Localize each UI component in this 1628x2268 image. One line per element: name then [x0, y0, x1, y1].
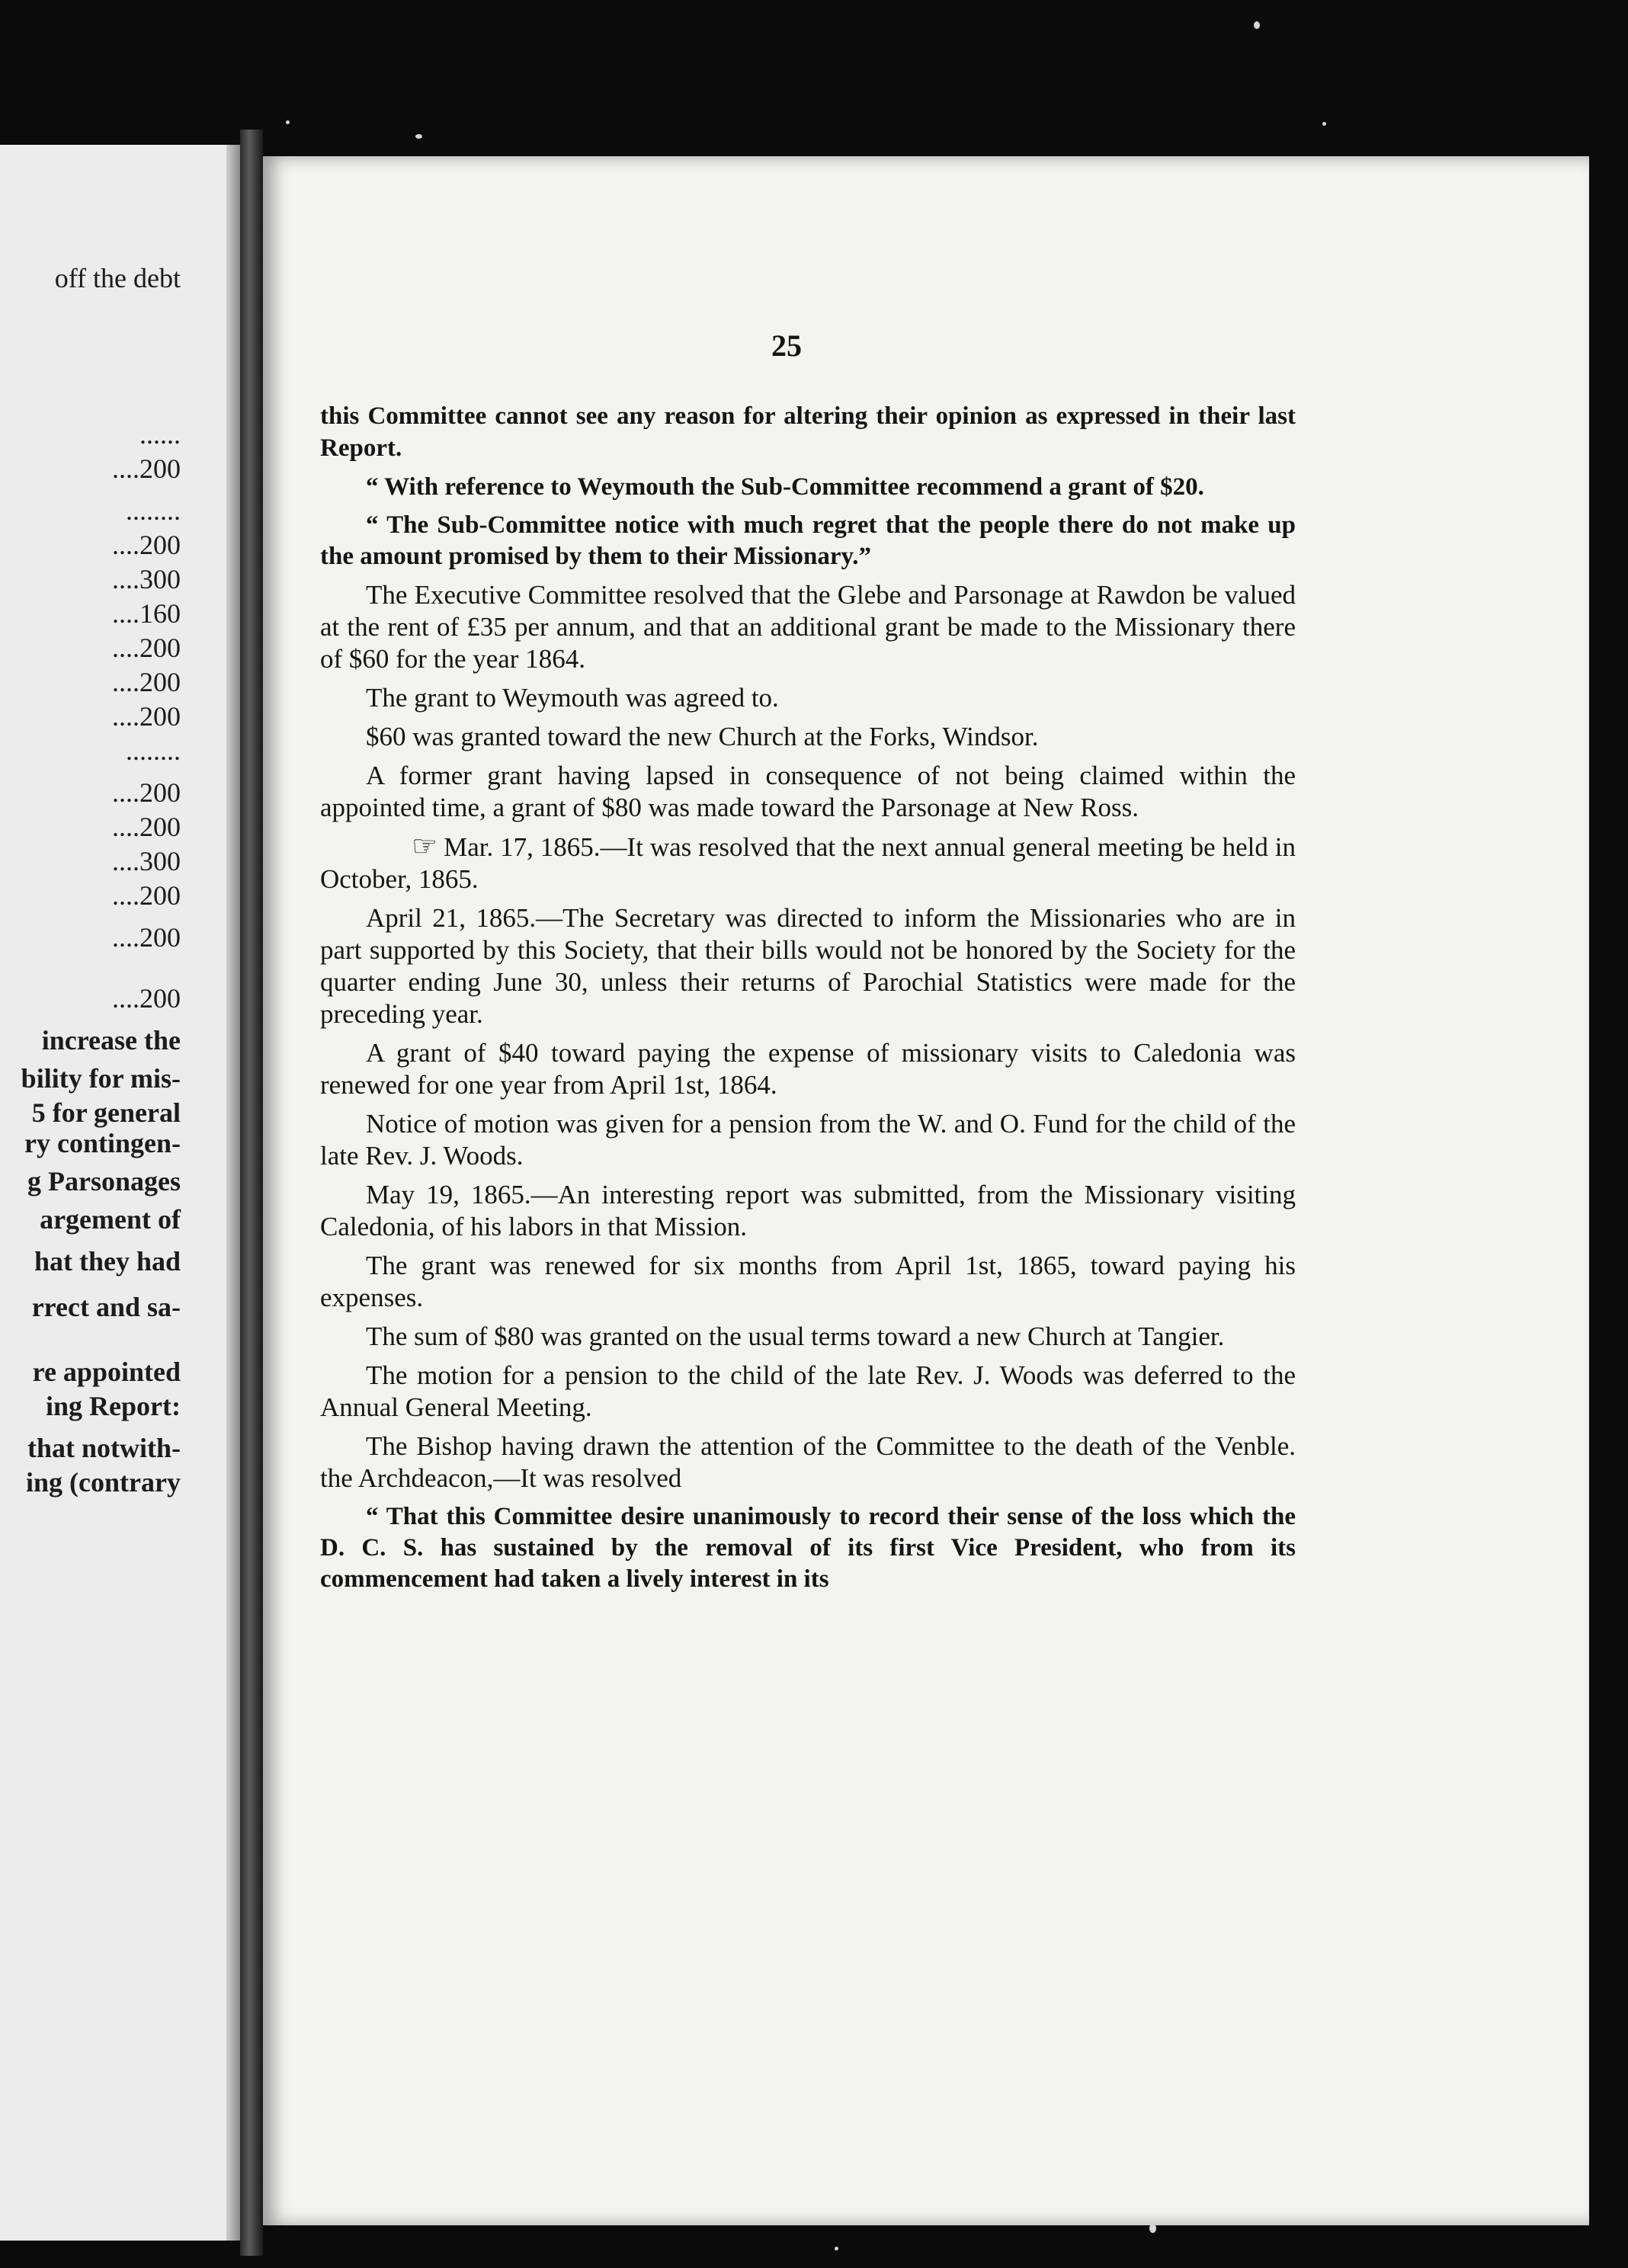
paragraph: The motion for a pension to the child of the late Rev. J. Woods was deferred to the Annual General Meeting.	[320, 1360, 1296, 1422]
dust-speck	[286, 120, 290, 124]
previous-page-line: off the debt	[54, 263, 181, 293]
previous-page-line: ....300	[112, 846, 181, 876]
paragraph: The Bishop having drawn the attention of the Committee to the death of the Venble. the Archdeacon,—It was resolved	[320, 1431, 1296, 1493]
paragraph: May 19, 1865.—An interesting report was submitted, from the Missionary visiting Caledonia, of his labors in that Mission.	[320, 1180, 1296, 1241]
book-gutter	[240, 130, 263, 2256]
paragraph: April 21, 1865.—The Secretary was directed to inform the Missionaries who are in part supported by this Society, that their bills would not be honored by the Society for the quarter ending June 30, unless their returns of Parochial Statistics were made for the preceding year.	[320, 903, 1296, 1029]
previous-page-line: ........	[126, 495, 181, 526]
dust-speck	[1254, 21, 1260, 29]
previous-page-line: increase the	[41, 1025, 181, 1056]
dust-speck	[835, 2247, 838, 2250]
paragraph: The grant to Weymouth was agreed to.	[366, 683, 779, 713]
paragraph: “ With reference to Weymouth the Sub-Committee recommend a grant of $20.	[366, 473, 1204, 501]
paragraph: The Executive Committee resolved that the Glebe and Parsonage at Rawdon be valued at the rent of £35 per annum, and that an additional grant be made to the Missionary there of $60 for the year 1864.	[320, 580, 1296, 674]
previous-page-line: ....160	[112, 598, 181, 629]
previous-page-line: that notwith-	[27, 1433, 181, 1463]
paragraph: The sum of $80 was granted on the usual terms toward a new Church at Tangier.	[366, 1321, 1225, 1351]
previous-page-line: ....200	[112, 530, 181, 560]
previous-page-line: bility for mis-	[21, 1063, 181, 1094]
previous-page-line: ry contingen-	[24, 1128, 181, 1158]
paragraph: this Committee cannot see any reason for altering their opinion as expressed in their last Report.	[320, 402, 1296, 462]
page-body	[320, 400, 1296, 1602]
previous-page-line: ....200	[112, 701, 181, 732]
pointing-hand-icon: ☞	[412, 831, 438, 863]
page-number: 25	[771, 328, 802, 363]
previous-page-line: ....200	[112, 777, 181, 808]
previous-page-line: ....200	[112, 880, 181, 911]
previous-page-line: ing Report:	[46, 1391, 181, 1421]
dust-speck	[415, 134, 422, 139]
previous-page-line: ....200	[112, 633, 181, 663]
paragraph-text: Mar. 17, 1865.—It was resolved that the next annual general meeting be held in October, 1865.	[320, 832, 1296, 894]
paragraph: A former grant having lapsed in consequence of not being claimed within the appointed time, a grant of $80 was made toward the Parsonage at New Ross.	[320, 761, 1296, 822]
previous-page-line: ........	[126, 735, 181, 766]
paragraph: “ That this Committee desire unanimously to record their sense of the loss which the D. C. S. has sustained by the removal of its first Vice President, who from its commencement had taken a lively interest in its	[320, 1503, 1296, 1593]
paragraph: “ The Sub-Committee notice with much regret that the people there do not make up the amount promised by them to their Missionary.”	[320, 511, 1296, 570]
previous-page-line: argement of	[40, 1204, 181, 1235]
previous-page-line: rrect and sa-	[31, 1292, 181, 1322]
previous-page	[0, 145, 240, 2241]
paragraph: The grant was renewed for six months from April 1st, 1865, toward paying his expenses.	[320, 1251, 1296, 1312]
page-fold-shadow	[226, 145, 240, 2241]
previous-page-line: re appointed	[32, 1357, 181, 1387]
previous-page-line: ....200	[112, 453, 181, 484]
previous-page-line: 5 for general	[31, 1097, 181, 1128]
paragraph: Notice of motion was given for a pension from the W. and O. Fund for the child of the late Rev. J. Woods.	[320, 1109, 1296, 1171]
previous-page-line: ....200	[112, 812, 181, 842]
previous-page-line: ....200	[112, 922, 181, 953]
paragraph	[320, 831, 1296, 895]
dust-speck	[1322, 122, 1326, 126]
previous-page-line: hat they had	[34, 1246, 181, 1277]
previous-page-line: ....300	[112, 564, 181, 594]
previous-page-line: g Parsonages	[27, 1166, 181, 1196]
previous-page-line: ......	[139, 419, 181, 450]
previous-page-line: ....200	[112, 667, 181, 697]
previous-page-line: ....200	[112, 983, 181, 1014]
paragraph: $60 was granted toward the new Church at the Forks, Windsor.	[366, 722, 1039, 751]
paragraph: A grant of $40 toward paying the expense of missionary visits to Caledonia was renewed for one year from April 1st, 1864.	[320, 1038, 1296, 1100]
previous-page-line: ing (contrary	[26, 1467, 181, 1498]
